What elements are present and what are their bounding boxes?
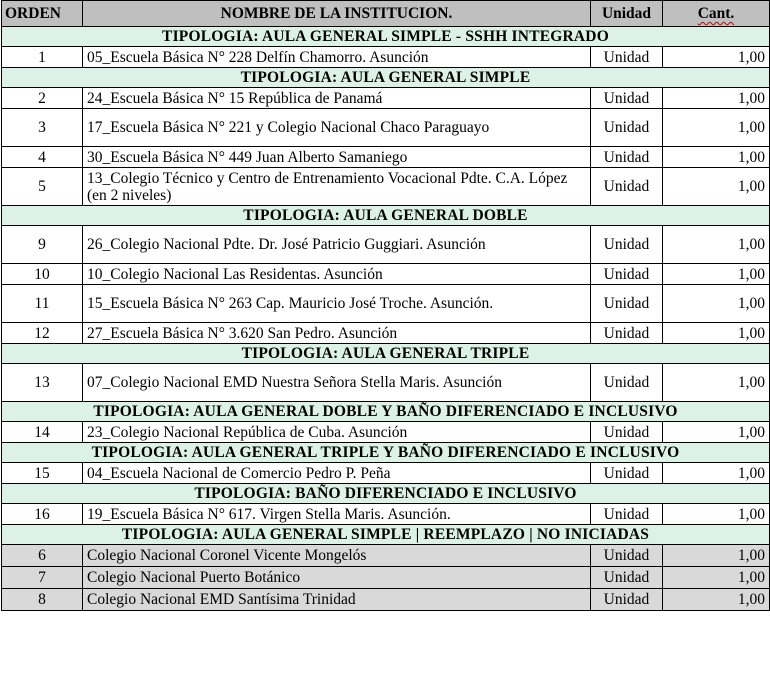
cell-orden: 3 — [2, 109, 83, 147]
group-title: TIPOLOGIA: AULA GENERAL SIMPLE — [2, 68, 770, 88]
cell-unidad: Unidad — [591, 504, 663, 525]
cell-cant: 1,00 — [663, 88, 770, 109]
cell-orden: 16 — [2, 504, 83, 525]
table-row — [2, 422, 770, 443]
cell-unidad: Unidad — [591, 168, 663, 206]
cell-orden: 5 — [2, 168, 83, 206]
cell-cant: 1,00 — [663, 589, 770, 611]
cell-orden: 2 — [2, 88, 83, 109]
cell-orden: 6 — [2, 545, 83, 567]
group-title: TIPOLOGIA: AULA GENERAL TRIPLE Y BAÑO DIFERENCIADO E INCLUSIVO — [2, 443, 770, 463]
table-row — [2, 323, 770, 344]
header-cant-label: Cant. — [697, 5, 735, 22]
cell-orden: 7 — [2, 567, 83, 589]
cell-cant: 1,00 — [663, 264, 770, 285]
table-row — [2, 545, 770, 567]
group-row — [2, 27, 770, 47]
table-row — [2, 504, 770, 525]
group-row — [2, 525, 770, 545]
table-row — [2, 147, 770, 168]
cell-orden: 10 — [2, 264, 83, 285]
group-row — [2, 484, 770, 504]
cell-orden: 11 — [2, 285, 83, 323]
cell-unidad: Unidad — [591, 589, 663, 611]
table-row — [2, 88, 770, 109]
cell-cant: 1,00 — [663, 463, 770, 484]
cell-cant: 1,00 — [663, 504, 770, 525]
institution-table — [1, 0, 770, 611]
cell-unidad: Unidad — [591, 88, 663, 109]
cell-orden: 12 — [2, 323, 83, 344]
group-row — [2, 443, 770, 463]
cell-unidad: Unidad — [591, 323, 663, 344]
cell-unidad: Unidad — [591, 285, 663, 323]
cell-orden: 14 — [2, 422, 83, 443]
cell-cant: 1,00 — [663, 168, 770, 206]
cell-unidad: Unidad — [591, 147, 663, 168]
group-title: TIPOLOGIA: AULA GENERAL DOBLE Y BAÑO DIFERENCIADO E INCLUSIVO — [2, 402, 770, 422]
cell-nombre: 10_Colegio Nacional Las Residentas. Asunción — [83, 264, 591, 285]
table-row — [2, 168, 770, 206]
cell-cant: 1,00 — [663, 567, 770, 589]
cell-nombre: 27_Escuela Básica N° 3.620 San Pedro. Asunción — [83, 323, 591, 344]
group-row — [2, 344, 770, 364]
cell-unidad: Unidad — [591, 422, 663, 443]
cell-cant: 1,00 — [663, 47, 770, 68]
cell-orden: 4 — [2, 147, 83, 168]
table-row — [2, 264, 770, 285]
header-cant — [663, 1, 770, 27]
cell-orden: 15 — [2, 463, 83, 484]
cell-cant: 1,00 — [663, 422, 770, 443]
cell-unidad: Unidad — [591, 264, 663, 285]
table-row — [2, 109, 770, 147]
cell-nombre: 23_Colegio Nacional República de Cuba. Asunción — [83, 422, 591, 443]
table-row — [2, 226, 770, 264]
cell-cant: 1,00 — [663, 226, 770, 264]
cell-unidad: Unidad — [591, 109, 663, 147]
header-orden: ORDEN — [2, 1, 83, 27]
cell-nombre: 19_Escuela Básica N° 617. Virgen Stella Maris. Asunción. — [83, 504, 591, 525]
group-title: TIPOLOGIA: AULA GENERAL SIMPLE - SSHH INTEGRADO — [2, 27, 770, 47]
cell-nombre: Colegio Nacional EMD Santísima Trinidad — [83, 589, 591, 611]
cell-nombre: 07_Colegio Nacional EMD Nuestra Señora Stella Maris. Asunción — [83, 364, 591, 402]
group-title: TIPOLOGIA: AULA GENERAL DOBLE — [2, 206, 770, 226]
group-title: TIPOLOGIA: BAÑO DIFERENCIADO E INCLUSIVO — [2, 484, 770, 504]
table-row — [2, 589, 770, 611]
cell-unidad: Unidad — [591, 226, 663, 264]
table-row — [2, 364, 770, 402]
cell-unidad: Unidad — [591, 567, 663, 589]
cell-nombre: 26_Colegio Nacional Pdte. Dr. José Patricio Guggiari. Asunción — [83, 226, 591, 264]
cell-cant: 1,00 — [663, 364, 770, 402]
group-row — [2, 206, 770, 226]
header-unidad: Unidad — [591, 1, 663, 27]
cell-nombre: 30_Escuela Básica N° 449 Juan Alberto Samaniego — [83, 147, 591, 168]
cell-unidad: Unidad — [591, 364, 663, 402]
cell-unidad: Unidad — [591, 545, 663, 567]
cell-unidad: Unidad — [591, 463, 663, 484]
cell-orden: 13 — [2, 364, 83, 402]
cell-nombre: Colegio Nacional Coronel Vicente Mongelós — [83, 545, 591, 567]
cell-cant: 1,00 — [663, 323, 770, 344]
table-row — [2, 285, 770, 323]
cell-nombre: 05_Escuela Básica N° 228 Delfín Chamorro. Asunción — [83, 47, 591, 68]
group-row — [2, 402, 770, 422]
table-header-row — [2, 1, 770, 27]
group-title: TIPOLOGIA: AULA GENERAL TRIPLE — [2, 344, 770, 364]
table-row — [2, 463, 770, 484]
cell-orden: 1 — [2, 47, 83, 68]
cell-nombre: 13_Colegio Técnico y Centro de Entrenamiento Vocacional Pdte. C.A. López (en 2 niveles) — [83, 168, 591, 206]
cell-cant: 1,00 — [663, 545, 770, 567]
cell-nombre: 15_Escuela Básica N° 263 Cap. Mauricio José Troche. Asunción. — [83, 285, 591, 323]
cell-nombre: 24_Escuela Básica N° 15 República de Panamá — [83, 88, 591, 109]
cell-unidad: Unidad — [591, 47, 663, 68]
table-row — [2, 47, 770, 68]
header-nombre: NOMBRE DE LA INSTITUCION. — [83, 1, 591, 27]
cell-orden: 9 — [2, 226, 83, 264]
cell-cant: 1,00 — [663, 109, 770, 147]
cell-nombre: 17_Escuela Básica N° 221 y Colegio Nacional Chaco Paraguayo — [83, 109, 591, 147]
cell-nombre: Colegio Nacional Puerto Botánico — [83, 567, 591, 589]
group-row — [2, 68, 770, 88]
cell-orden: 8 — [2, 589, 83, 611]
cell-cant: 1,00 — [663, 285, 770, 323]
cell-cant: 1,00 — [663, 147, 770, 168]
cell-nombre: 04_Escuela Nacional de Comercio Pedro P. Peña — [83, 463, 591, 484]
table-row — [2, 567, 770, 589]
group-title: TIPOLOGIA: AULA GENERAL SIMPLE | REEMPLAZO | NO INICIADAS — [2, 525, 770, 545]
